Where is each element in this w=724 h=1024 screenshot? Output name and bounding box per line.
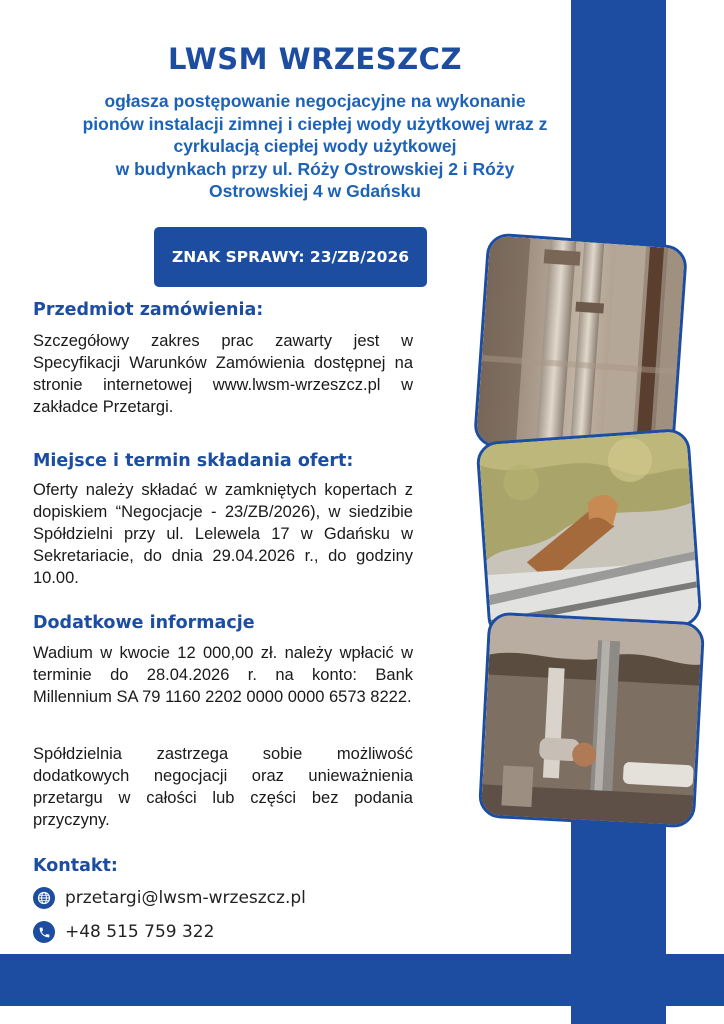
subtitle-line: Ostrowskiej 4 w Gdańsku bbox=[208, 181, 422, 201]
subtitle-line: pionów instalacji zimnej i ciepłej wody użytkowej wraz z bbox=[82, 113, 548, 134]
subtitle-line: w budynkach przy ul. Róży Ostrowskiej 2 i Róży bbox=[115, 158, 515, 179]
additional-heading: Dodatkowe informacje bbox=[33, 613, 255, 633]
globe-icon bbox=[33, 887, 55, 909]
phone-icon bbox=[33, 921, 55, 943]
page-title: LWSM WRZESZCZ bbox=[168, 42, 462, 76]
photo-pipe-fittings bbox=[478, 611, 705, 828]
subtitle-line: cyrkulacją ciepłej wody użytkowej bbox=[173, 136, 457, 156]
subject-heading: Przedmiot zamówienia: bbox=[33, 300, 264, 320]
subject-text: Szczegółowy zakres prac zawarty jest w Specyfikacji Warunków Zamówienia dostępnej na stronie internetowej www.lwsm-wrzeszcz.pl w zakładce Przetargi. bbox=[33, 332, 413, 416]
place-heading: Miejsce i termin składania ofert: bbox=[33, 451, 354, 471]
photo-pipes-riser bbox=[473, 232, 688, 459]
contact-phone-row[interactable] bbox=[33, 921, 214, 943]
contact-heading: Kontakt: bbox=[33, 856, 118, 876]
deposit-text: Wadium w kwocie 12 000,00 zł. należy wpłacić w terminie do 28.04.2026 r. na konto: Bank Millennium SA 79 1160 2202 0000 0000 6573 8222. bbox=[33, 644, 413, 706]
contact-phone[interactable]: +48 515 759 322 bbox=[65, 922, 215, 942]
announcement-subtitle bbox=[30, 90, 600, 203]
reservation-text: Spółdzielnia zastrzega sobie możliwość dodatkowych negocjacji oraz unieważnienia przetargu w całości lub części bez podania przyczyny. bbox=[33, 745, 413, 829]
case-number-badge bbox=[154, 227, 427, 287]
photo-insulation-pipe bbox=[475, 428, 702, 640]
contact-email-row[interactable] bbox=[33, 887, 306, 909]
case-number-text: ZNAK SPRAWY: 23/ZB/2026 bbox=[171, 248, 410, 266]
contact-email[interactable]: przetargi@lwsm-wrzeszcz.pl bbox=[65, 888, 306, 908]
place-text: Oferty należy składać w zamkniętych kopertach z dopiskiem “Negocjacje - 23/ZB/2026), w siedzibie Spółdzielni przy ul. Lelewela 17 w Gdańsku w Sekretariacie, do dnia 29.04.2026 r., do godziny 10.00. bbox=[33, 481, 413, 587]
subtitle-line: ogłasza postępowanie negocjacyjne na wykonanie bbox=[104, 91, 526, 111]
bottom-accent-bar bbox=[0, 954, 724, 1006]
